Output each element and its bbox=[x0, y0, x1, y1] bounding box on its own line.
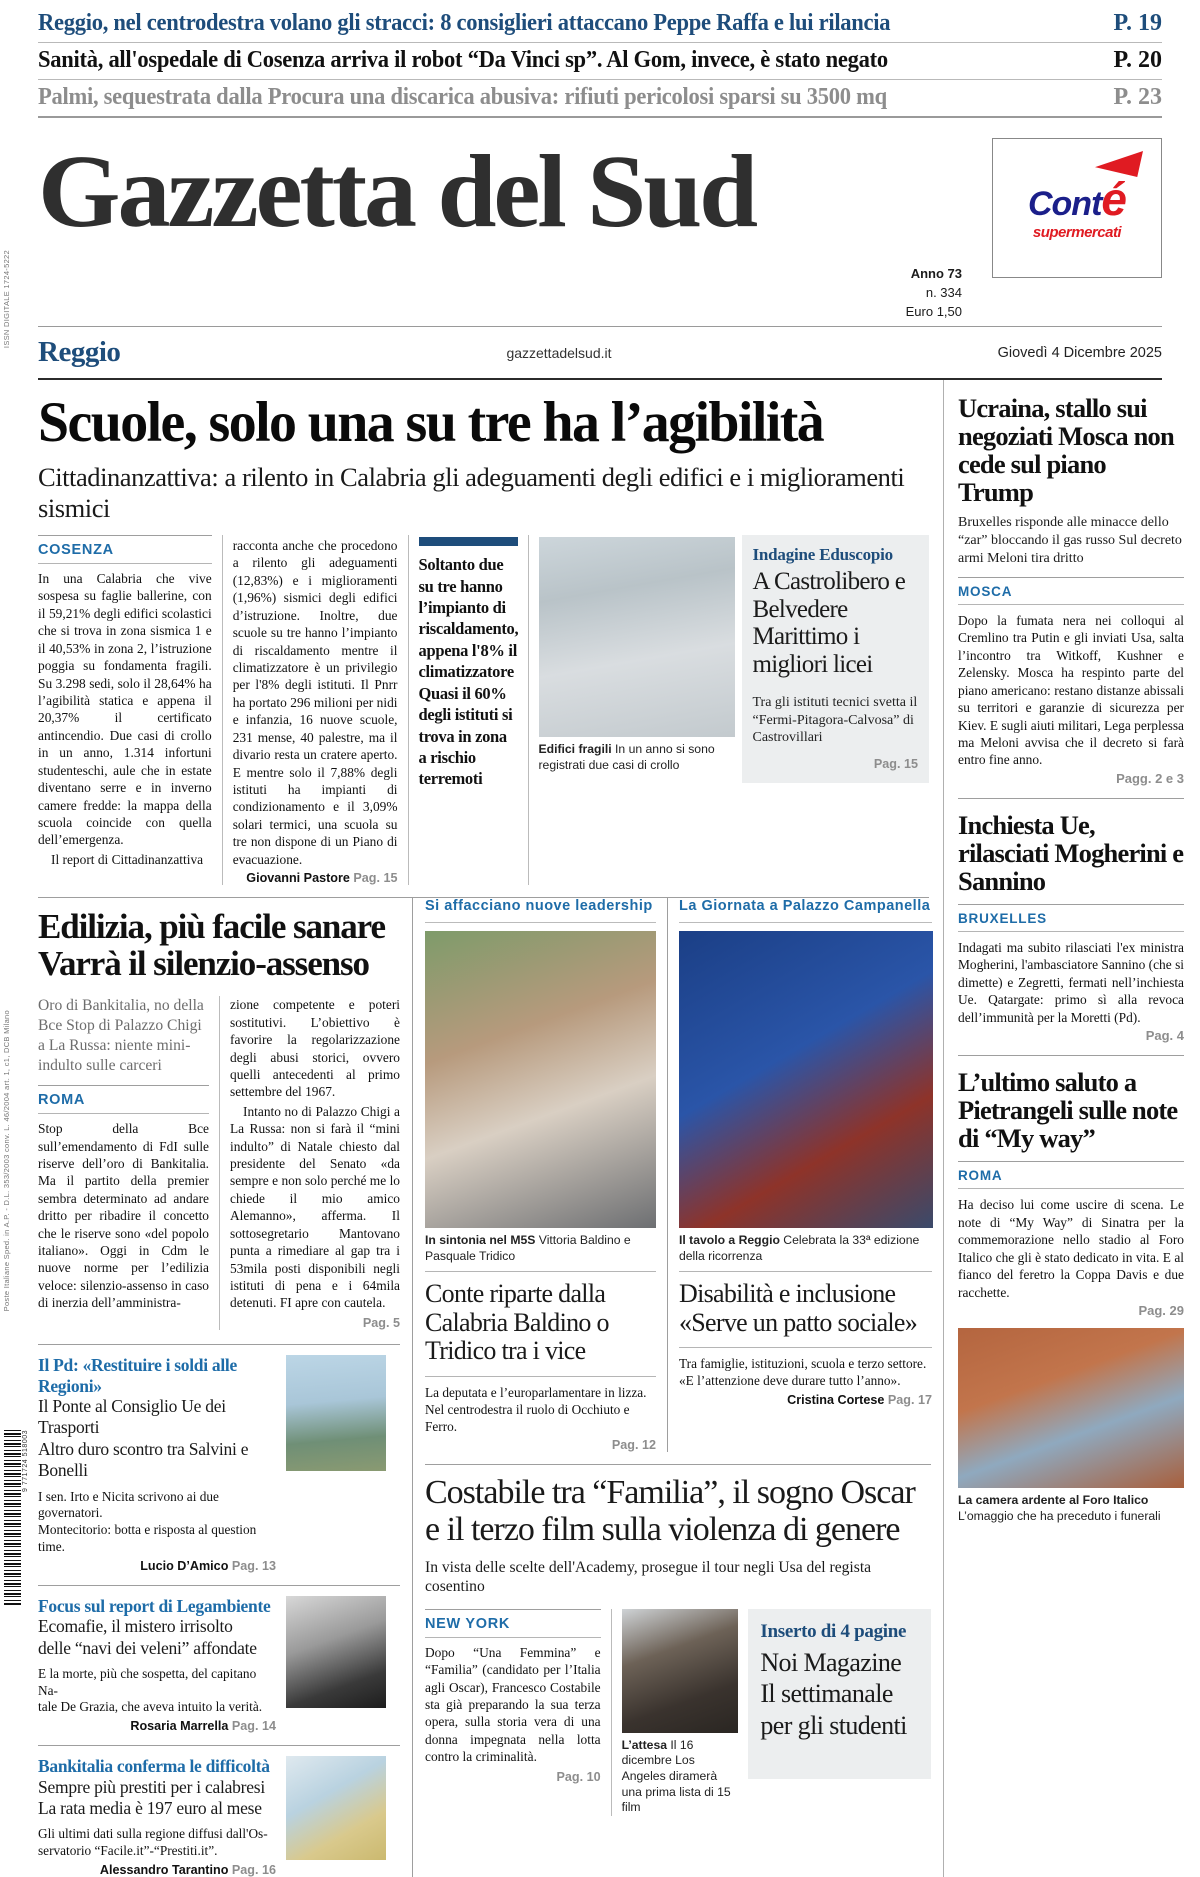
blue-tab-divider bbox=[419, 537, 518, 546]
legambiente-kicker: Focus sul report di Legambiente bbox=[38, 1595, 271, 1616]
lead-author: Giovanni Pastore bbox=[246, 871, 350, 886]
caption-lead-in: La camera ardente al Foro Italico bbox=[958, 1492, 1149, 1507]
costabile-col-text bbox=[425, 1609, 611, 1816]
lead-summary: Soltanto due su tre hanno l’impianto di riscaldamento, appena l'8% il climatizzatore Quasi il 60% degli istituti si trova in zona a rischio terremoti bbox=[418, 555, 519, 789]
inserto-line-3: per gli studenti bbox=[760, 1711, 907, 1741]
edilizia-col-1 bbox=[38, 996, 219, 1330]
edilizia-col-2 bbox=[219, 996, 400, 1330]
ucraina-headline: Ucraina, stallo sui negoziati Mosca non cede sul piano Trump bbox=[958, 393, 1174, 508]
edilizia-headline: Edilizia, più facile sanare Varrà il silenzio-assenso bbox=[38, 907, 385, 984]
m5s-page-ref: Pag. 12 bbox=[611, 1438, 656, 1453]
sidebar-column bbox=[943, 380, 1184, 1877]
caption-text: Il 16 dicembre Los Angeles diramerà una prima lista di 15 film bbox=[621, 1737, 731, 1815]
pd-sub-2: Montecitorio: botta e risposta al question time. bbox=[38, 1522, 257, 1554]
pietrangeli-headline: L’ultimo saluto a Pietrangeli sulle note di “My way” bbox=[958, 1067, 1178, 1154]
ucraina-story[interactable] bbox=[958, 394, 1184, 786]
spine-postal-info: Poste Italiane Sped. in A.P. - D.L. 353/2003 conv. L. 46/2004 art. 1, c1, DCB Milano bbox=[2, 1010, 11, 1312]
teaser-title: Palmi, sequestrata dalla Procura una discarica abusiva: rifiuti pericolosi sparsi su 3500 mq bbox=[38, 83, 887, 110]
edition-name[interactable]: Reggio bbox=[38, 336, 121, 368]
pietrangeli-page-ref: Pag. 29 bbox=[1138, 1302, 1184, 1318]
caption-text: L’omaggio che ha preceduto i funerali bbox=[958, 1508, 1161, 1523]
advert-brand-sub: supermercati bbox=[1032, 223, 1122, 241]
bankitalia-author: Alessandro Tarantino bbox=[99, 1862, 229, 1877]
inserto-line-2: Il settimanale bbox=[760, 1679, 893, 1709]
teaser-page: P. 23 bbox=[1113, 84, 1162, 110]
teaser-row[interactable] bbox=[38, 6, 1162, 43]
issue-price: Euro 1,50 bbox=[905, 304, 962, 320]
bankitalia-item[interactable] bbox=[38, 1756, 400, 1877]
m5s-headline: Conte riparte dalla Calabria Baldino o Tridico tra i vice bbox=[425, 1279, 609, 1366]
inchiesta-page-ref: Pag. 4 bbox=[1145, 1028, 1184, 1044]
campanella-page-ref: Pag. 17 bbox=[887, 1392, 932, 1407]
bankitalia-sub-1: Gli ultimi dati sulla regione diffusi dall'Os- bbox=[38, 1826, 268, 1842]
legambiente-author: Rosaria Marrella bbox=[130, 1719, 229, 1734]
inchiesta-headline: Inchiesta Ue, rilasciati Mogherini e Sannino bbox=[958, 809, 1184, 896]
campanella-sub: Tra famiglie, istituzioni, scuola e terzo settore. «E l’attenzione deve durare tutto l’anno». bbox=[679, 1356, 927, 1389]
advert-brand bbox=[1027, 172, 1126, 225]
legambiente-page-ref: Pag. 14 bbox=[231, 1719, 276, 1734]
ucraina-deck: Bruxelles risponde alle minacce dello “zar” bloccando il gas russo Sul decreto armi Meloni tira dritto bbox=[958, 515, 1182, 567]
costabile-dateline: NEW YORK bbox=[425, 1609, 601, 1638]
issue-info bbox=[906, 265, 962, 322]
inchiesta-story[interactable] bbox=[958, 811, 1184, 1043]
pietrangeli-photo-foro-italico bbox=[958, 1328, 1184, 1488]
m5s-sub-1: La deputata e l’europarlamentare in lizza. bbox=[425, 1385, 647, 1401]
caption-lead-in: Il tavolo a Reggio bbox=[679, 1233, 780, 1248]
advert-brand-main: Cont bbox=[1027, 184, 1102, 223]
pietrangeli-dateline: ROMA bbox=[958, 1161, 1184, 1189]
lead-headline: Scuole, solo una su tre ha l’agibilità bbox=[38, 391, 824, 454]
pd-photo-bridge bbox=[286, 1355, 386, 1471]
bankitalia-sub-2: servatorio “Facile.it”-“Prestiti.it”. bbox=[38, 1843, 218, 1859]
m5s-kicker: Si affacciano nuove leadership bbox=[425, 898, 656, 923]
legambiente-item[interactable] bbox=[38, 1596, 400, 1734]
ucraina-paragraph: Dopo la fumata nera nei colloqui al Cremlino tra Putin e gli inviati Usa, salta l’incontro tra Witkoff, Kushner e Zelensky. Mosca ha respinto parte del piano americano: restano distanze abissali su territori e garanzie di sicurezza per Kiev. E sugli aiuti militari, Lega perplessa ma Meloni avvisa che il decreto si farà entro fine anno. bbox=[958, 613, 1184, 768]
lead-page-ref: Pag. 15 bbox=[353, 871, 398, 886]
teaser-page: P. 19 bbox=[1113, 10, 1162, 36]
inchiesta-dateline: BRUXELLES bbox=[958, 904, 1184, 932]
teaser-row[interactable] bbox=[38, 80, 1162, 118]
pd-item[interactable] bbox=[38, 1355, 400, 1573]
m5s-photo-caption bbox=[425, 1233, 656, 1264]
lead-col-summary bbox=[408, 535, 528, 885]
legambiente-line-1: Ecomafie, il mistero irrisolto bbox=[38, 1616, 233, 1637]
issue-year: Anno 73 bbox=[910, 266, 962, 282]
legambiente-sub-2: tale De Grazia, che aveva intuito la verità. bbox=[38, 1699, 263, 1715]
campanella-byline bbox=[679, 1393, 932, 1407]
section-bar bbox=[38, 326, 1162, 380]
legambiente-byline bbox=[38, 1719, 276, 1733]
newspaper-logo: Gazzetta del Sud bbox=[38, 134, 756, 249]
edilizia-paragraph: zione competente e poteri sostitutivi. L’obiettivo è favorire la regolarizzazione degli abusi storici, ovvero quelli antecedenti al primo settembre del 1967. bbox=[230, 997, 400, 1100]
costabile-story[interactable] bbox=[425, 1475, 931, 1815]
edilizia-story[interactable] bbox=[38, 908, 400, 1330]
caption-text: Celebrata la 33ª edizione della ricorrenza bbox=[679, 1233, 920, 1263]
costabile-body-row bbox=[425, 1609, 931, 1816]
eduscopio-headline: A Castrolibero e Belvedere Marittimo i migliori licei bbox=[752, 568, 906, 678]
costabile-paragraph: Dopo “Una Femmina” e “Familia” (candidato per l’Italia agli Oscar), Francesco Costabile sta già preparando la sua terza opera, sulla storia vera di una donna impegnata nella lotta contro la criminalità. bbox=[425, 1644, 601, 1765]
campanella-headline: Disabilità e inclusione «Serve un patto sociale» bbox=[679, 1279, 918, 1337]
legambiente-line-2: delle “navi dei veleni” affondate bbox=[38, 1637, 257, 1658]
caption-text: In un anno si sono registrati due casi di crollo bbox=[538, 742, 715, 772]
legambiente-sub-1: E la morte, più che sospetta, del capitano Na- bbox=[38, 1665, 257, 1698]
website-url[interactable]: gazzettadelsud.it bbox=[506, 344, 612, 361]
edilizia-paragraph: Intanto no di Palazzo Chigi a La Russa: non si farà il “mini indulto” di Natale chiesto dal presidente del Senato «da sempre e non solo perché me lo chiede il mio amico Alemanno», afferma. Il sottosegretario Mantovano punta a rimediare al gap tra i 53mila posti disponibili negli istituti di pena e i 64mila detenuti. FI apre con cautela. bbox=[230, 1103, 400, 1311]
lead-col-box[interactable] bbox=[742, 535, 930, 885]
advertisement-conte-supermercati[interactable] bbox=[992, 138, 1162, 278]
barcode-icon bbox=[4, 1430, 21, 1605]
edilizia-column bbox=[38, 898, 412, 1877]
costabile-photo-actress bbox=[622, 1609, 738, 1733]
eduscopio-sub: Tra gli istituti tecnici svetta il “Fermi-Pitagora-Calvosa” di Castrovillari bbox=[752, 695, 918, 746]
inserto-promo[interactable] bbox=[740, 1609, 931, 1816]
lead-col-1 bbox=[38, 535, 222, 885]
inserto-line-1: Noi Magazine bbox=[760, 1647, 902, 1677]
pd-author: Lucio D’Amico bbox=[140, 1558, 229, 1573]
publication-date: Giovedì 4 Dicembre 2025 bbox=[997, 344, 1162, 361]
caption-lead-in: L’attesa bbox=[621, 1737, 668, 1752]
edilizia-deck: Oro di Bankitalia, no della Bce Stop di Palazzo Chigi a La Russa: niente mini-indulto sulle carceri bbox=[38, 997, 204, 1075]
eduscopio-box[interactable] bbox=[742, 535, 930, 783]
lead-body bbox=[38, 535, 929, 885]
masthead bbox=[38, 134, 1162, 320]
inchiesta-paragraph: Indagati ma subito rilasciati l'ex ministra Mogherini, l'ambasciatore Sannino (che si dimette) e Zegretti, fermati nell’inchiesta Ue. Qatargate: primo sì alla revoca dell’immunità per la Moretti (Pd). bbox=[958, 940, 1184, 1025]
pd-line-2: Altro duro scontro tra Salvini e Bonelli bbox=[38, 1438, 249, 1481]
teaser-row[interactable] bbox=[38, 43, 1162, 80]
teaser-title: Sanità, all'ospedale di Cosenza arriva il robot “Da Vinci sp”. Al Gom, invece, è stato negato bbox=[38, 46, 888, 73]
teaser-title: Reggio, nel centrodestra volano gli stracci: 8 consiglieri attaccano Peppe Raffa e lui rilancia bbox=[38, 9, 891, 36]
teaser-page: P. 20 bbox=[1113, 47, 1162, 73]
costabile-deck: In vista delle scelte dell'Academy, prosegue il tour negli Usa del regista cosentino bbox=[425, 1558, 872, 1596]
costabile-headline: Costabile tra “Familia”, il sogno Oscar e il terzo film sulla violenza di genere bbox=[425, 1474, 915, 1549]
lead-col-photo bbox=[528, 535, 738, 885]
campanella-author: Cristina Cortese bbox=[787, 1392, 885, 1407]
two-story-row bbox=[425, 898, 931, 1452]
issue-number: n. 334 bbox=[925, 285, 962, 301]
pd-sub-1: I sen. Irto e Nicita scrivono ai due governatori. bbox=[38, 1488, 219, 1521]
second-row bbox=[38, 898, 932, 1877]
top-teaser-strip bbox=[38, 0, 1162, 118]
lead-paragraph: In una Calabria che vive sospesa su faglie ballerine, con il 59,21% degli edifici scolastici che si trova in zona sismica 1 e il 40,53% in zona 2, l’istruzione poggia su fondamenta fragili. Su 3.298 sedi, solo il 28,64% ha l’agibilità statica e appena il 20,37% il certificato antincendio. Due casi di crollo in un anno, 1.314 infortuni studenteschi, aule che in estate diventano serre e in inverno camere fredde: la mappa della scuola coincide con quella dell’emergenza. bbox=[38, 571, 212, 848]
bankitalia-kicker: Bankitalia conferma le difficoltà bbox=[38, 1756, 270, 1777]
campanella-story[interactable] bbox=[667, 898, 932, 1452]
pd-kicker: Il Pd: «Restituire i soldi alle Regioni» bbox=[38, 1354, 237, 1396]
eduscopio-page-ref: Pag. 15 bbox=[873, 756, 918, 771]
barcode-number: 9 771724 518003 bbox=[22, 1430, 29, 1492]
ucraina-dateline: MOSCA bbox=[958, 577, 1184, 605]
bankitalia-photo-money bbox=[286, 1756, 386, 1860]
lead-paragraph: Il report di Cittadinanzattiva bbox=[51, 851, 204, 867]
costabile-photo-caption bbox=[622, 1738, 741, 1816]
lead-byline bbox=[233, 871, 398, 885]
lead-col-2 bbox=[222, 535, 408, 885]
costabile-page-ref: Pag. 10 bbox=[556, 1769, 601, 1784]
main-column bbox=[38, 380, 943, 1877]
lead-paragraph: racconta anche che procedono a rilento gli adeguamenti (12,83%) e i miglioramenti (1,96%) sismici degli edifici d’istruzione. Inoltre, due scuole su tre hanno l’impianto di riscaldamento mentre il climatizzatore è un privilegio per l'8% degli istituti. Il Pnrr ha portato 296 milioni per nidi e infanzia, 16 nuove scuole, 231 mense, 40 palestre, ma il divario resta un cratere aperto. E mentre solo il 7,88% degli istituti ha impianti di condizionamento e il 3,09% solari termici, una scuola su tre non dispone di un Piano di evacuazione. bbox=[232, 538, 398, 867]
edilizia-page-ref: Pag. 5 bbox=[362, 1315, 400, 1330]
legambiente-photo-captain bbox=[286, 1596, 386, 1708]
bankitalia-line-2: La rata media è 197 euro al mese bbox=[38, 1798, 262, 1819]
inserto-kicker: Inserto di 4 pagine bbox=[760, 1620, 907, 1642]
lead-photo-caption bbox=[539, 742, 728, 773]
bankitalia-byline bbox=[38, 1863, 276, 1877]
pietrangeli-photo-caption bbox=[958, 1493, 1184, 1524]
bankitalia-page-ref: Pag. 16 bbox=[231, 1862, 276, 1877]
pietrangeli-story[interactable] bbox=[958, 1068, 1184, 1524]
costabile-col-photo bbox=[611, 1609, 741, 1816]
campanella-kicker: La Giornata a Palazzo Campanella bbox=[679, 898, 932, 923]
pd-byline bbox=[38, 1559, 276, 1573]
lead-photo-classroom bbox=[539, 537, 735, 737]
lead-dateline: COSENZA bbox=[38, 535, 212, 564]
advert-brand-accent: é bbox=[1101, 172, 1126, 225]
spine-issn: ISSN DIGITALE 1724-5222 bbox=[2, 250, 11, 349]
caption-lead-in: Edifici fragili bbox=[538, 742, 612, 757]
m5s-sub-2: Nel centrodestra il ruolo di Occhiuto e Ferro. bbox=[425, 1401, 630, 1434]
campanella-photo-caption bbox=[679, 1233, 932, 1264]
m5s-story[interactable] bbox=[425, 898, 667, 1452]
edilizia-dateline: ROMA bbox=[38, 1085, 209, 1114]
main-grid bbox=[38, 380, 1184, 1877]
caption-text: Vittoria Baldino e Pasquale Tridico bbox=[425, 1233, 631, 1263]
bankitalia-line-1: Sempre più prestiti per i calabresi bbox=[38, 1776, 265, 1797]
m5s-photo-baldino-tridico bbox=[425, 931, 656, 1228]
ucraina-page-ref: Pagg. 2 e 3 bbox=[1116, 770, 1184, 786]
edilizia-paragraph: Stop della Bce sull’emendamento di FdI sulle riserve dell’oro di Bankitalia. Ma il partito della premier sembra determinato ad andare dritto per ribadire il concetto che le riserve sono «del popolo italiano». Oggi in Cdm le nuove norme per l’edilizia veloce: silenzio-assenso in caso di inerzia dell’amministra- bbox=[38, 1121, 209, 1311]
pietrangeli-paragraph: Ha deciso lui come uscire di scena. Le note di “My Way” di Sinatra per la commemorazione nello stadio al Foro Italico che gli è stato dedicato in vita. E al fianco del feretro la Coppa Davis e due racchette. bbox=[958, 1197, 1184, 1300]
lead-subhead: Cittadinanzattiva: a rilento in Calabria gli adeguamenti degli edifici e i miglioramenti sismici bbox=[38, 462, 905, 523]
campanella-photo-table bbox=[679, 931, 933, 1228]
eduscopio-kicker: Indagine Eduscopio bbox=[752, 545, 893, 565]
caption-lead-in: In sintonia nel M5S bbox=[425, 1233, 536, 1248]
pd-page-ref: Pag. 13 bbox=[231, 1558, 276, 1573]
pd-line-1: Il Ponte al Consiglio Ue dei Trasporti bbox=[38, 1396, 226, 1438]
center-right-column bbox=[412, 898, 931, 1877]
lead-story[interactable] bbox=[38, 391, 929, 886]
